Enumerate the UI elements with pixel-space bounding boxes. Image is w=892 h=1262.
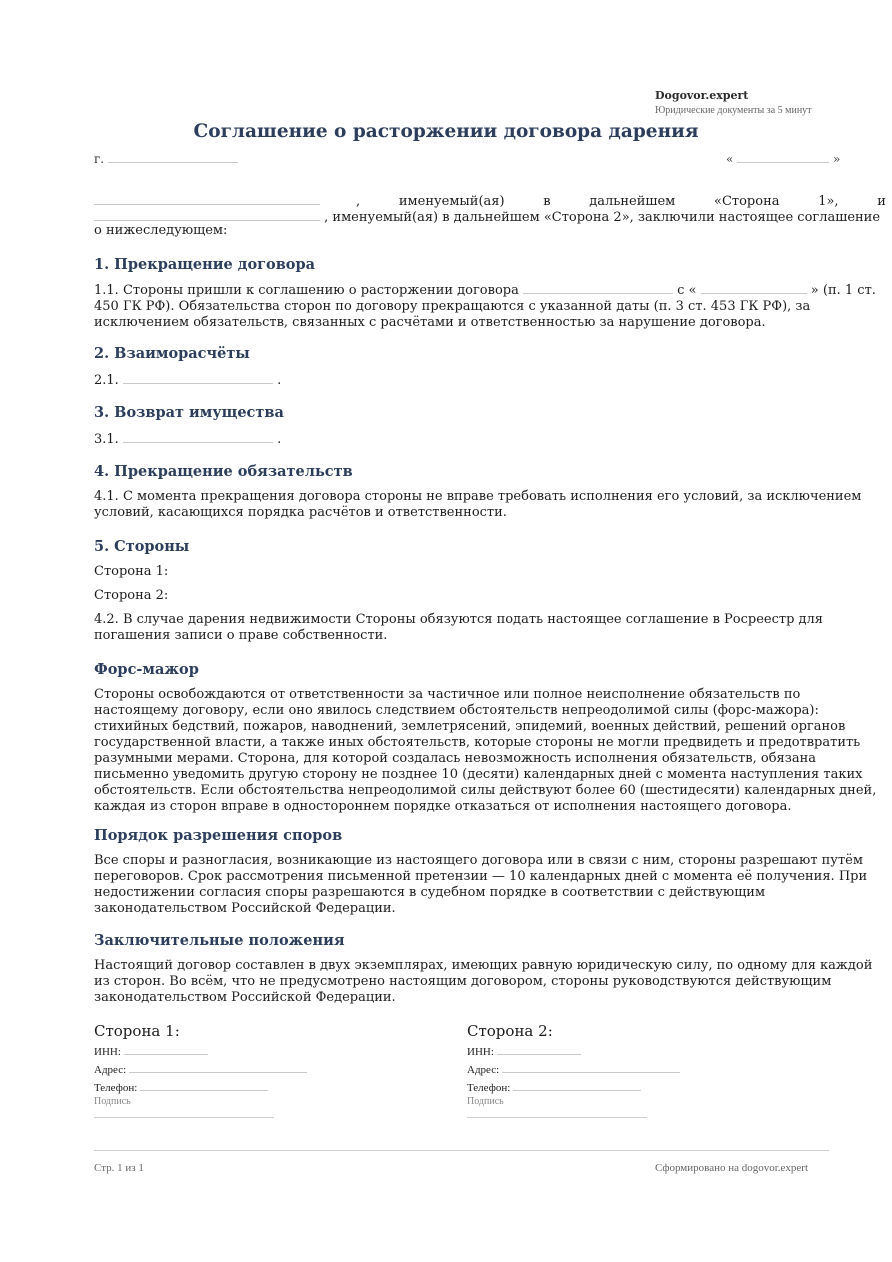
party-1-inn-blank (124, 1042, 208, 1055)
party2-name-blank (94, 208, 320, 221)
party-2-inn-blank (497, 1042, 581, 1055)
party-2-signature-line (467, 1117, 647, 1118)
section-2-heading: 2. Взаиморасчёты (94, 345, 250, 362)
settlement-blank (123, 371, 273, 384)
intro-line-3: о нижеследующем: (94, 223, 228, 238)
city-prefix: г. (94, 152, 105, 166)
final-provisions-heading: Заключительные положения (94, 932, 345, 949)
party-2-phone-blank (513, 1078, 641, 1091)
termination-date-blank (701, 281, 807, 294)
date-blank (737, 150, 829, 163)
signature-party-2-title: Сторона 2: (467, 1022, 553, 1040)
city-field (94, 150, 238, 166)
party-2-address-row: Адрес: (467, 1060, 680, 1076)
intro-line-2: , именуемый(ая) в дальнейшем «Сторона 2», заключили настоящее соглашение (94, 208, 886, 226)
party-1-address-row: Адрес: (94, 1060, 307, 1076)
disputes-paragraph: Все споры и разногласия, возникающие из настоящего договора или в связи с ним, стороны разрешают путём переговоров. Срок рассмотрения письменной претензии — 10 календарных дней с момента её получения. При недостижении согласия споры разрешаются в судебном порядке в соответствии с действующим законодательством Российской Федерации. (94, 853, 868, 916)
section-5-party-2: Сторона 2: (94, 588, 169, 603)
section-4-heading: 4. Прекращение обязательств (94, 463, 353, 480)
party-1-inn-row: ИНН: (94, 1042, 208, 1058)
property-return-blank (123, 430, 273, 443)
section-1-heading: 1. Прекращение договора (94, 256, 315, 273)
party-2-signature-label: Подпись (467, 1096, 504, 1107)
party-1-phone-blank (140, 1078, 268, 1091)
brand-tagline: Юридические документы за 5 минут (655, 105, 812, 116)
party-2-inn-row: ИНН: (467, 1042, 581, 1058)
date-close-quote: » (833, 152, 841, 166)
section-5-heading: 5. Стороны (94, 538, 190, 555)
page-number: Стр. 1 из 1 (94, 1162, 144, 1174)
brand-block (655, 89, 812, 119)
generated-note: Сформировано на dogovor.expert (655, 1162, 809, 1174)
party-1-signature-label: Подпись (94, 1096, 131, 1107)
section-2-item: 2.1. . (94, 373, 282, 388)
section-5-party-1: Сторона 1: (94, 564, 169, 579)
section-3-heading: 3. Возврат имущества (94, 404, 284, 421)
signature-party-1-title: Сторона 1: (94, 1022, 180, 1040)
city-blank (108, 150, 238, 163)
party-2-address-blank (502, 1060, 680, 1073)
party-1-address-blank (129, 1060, 307, 1073)
section-1-paragraph: 1.1. Стороны пришли к соглашению о расторжении договора с « » (п. 1 ст. 450 ГК РФ). Обязательства сторон по договору прекращаются с указанной даты (п. 3 ст. 453 ГК РФ), за исключением обязательств, связанных с расчётами и ответственностью за нарушение договора. (94, 283, 876, 330)
section-3-item: 3.1. . (94, 432, 282, 447)
force-majeure-heading: Форс-мажор (94, 661, 199, 678)
date-field (726, 150, 840, 166)
party-1-signature-line (94, 1117, 274, 1118)
party1-name-blank (94, 192, 320, 205)
contract-number-blank (523, 281, 673, 294)
date-open-quote: « (726, 152, 734, 166)
disputes-heading: Порядок разрешения споров (94, 827, 343, 844)
final-provisions-paragraph: Настоящий договор составлен в двух экземплярах, имеющих равную юридическую силу, по одному для каждой из сторон. Во всём, что не предусмотрено настоящим договором, стороны руководствуются действующим законодательством Российской Федерации. (94, 958, 873, 1005)
force-majeure-paragraph: Стороны освобождаются от ответственности за частичное или полное неисполнение обязательств по настоящему договору, если оно явилось следствием обстоятельств непреодолимой силы (форс-мажора): стихийных бедствий, пожаров, наводнений, землетрясений, эпидемий, военных действий, решений органов государственной власти, а также иных обстоятельств, которые стороны не могли предвидеть и предотвратить разумными мерами. Сторона, для которой создалась невозможность исполнения обязательств, обязана письменно уведомить другую сторону не позднее 10 (десяти) календарных дней с момента наступления таких обстоятельств. Если обстоятельства непреодолимой силы действуют более 60 (шестидесяти) календарных дней, каждая из сторон вправе в одностороннем порядке отказаться от исполнения настоящего договора. (94, 687, 877, 814)
document-title: Соглашение о расторжении договора дарения (193, 121, 699, 142)
footer-divider (94, 1150, 829, 1151)
section-4-paragraph: 4.1. С момента прекращения договора стороны не вправе требовать исполнения его условий, за исключением условий, касающихся порядка расчётов и ответственности. (94, 489, 862, 520)
intro-line-1: , именуемый(ая) в дальнейшем «Сторона 1», и (94, 192, 886, 210)
section-5-paragraph: 4.2. В случае дарения недвижимости Стороны обязуются подать настоящее соглашение в Росреестр для погашения записи о праве собственности. (94, 612, 824, 643)
party-1-phone-row: Телефон: (94, 1078, 268, 1094)
party-2-phone-row: Телефон: (467, 1078, 641, 1094)
brand-name: Dogovor.expert (655, 89, 749, 102)
